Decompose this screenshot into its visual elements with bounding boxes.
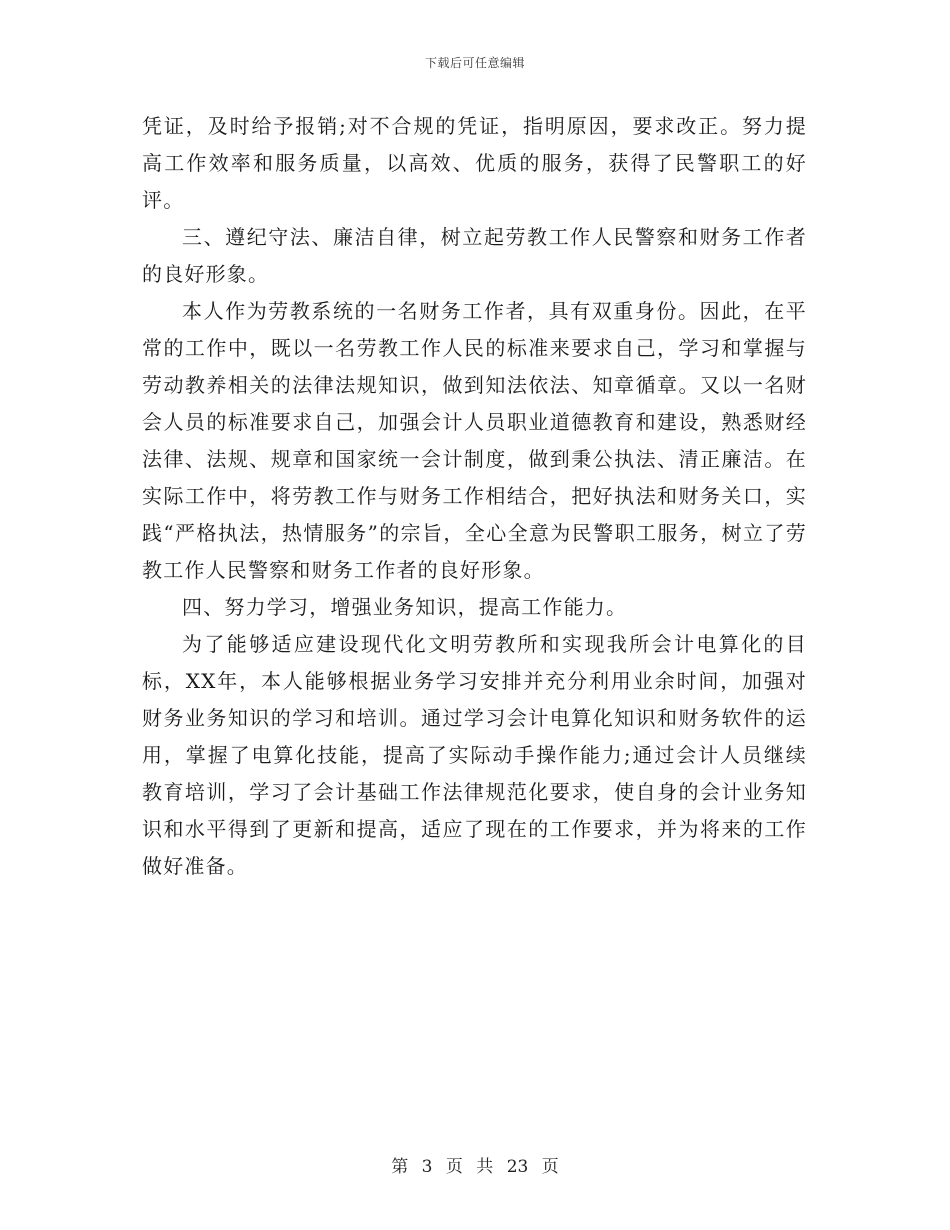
document-body: [142, 108, 807, 885]
paragraph-4-heading: 四、努力学习，增强业务知识，提高工作能力。: [182, 595, 628, 619]
page-header-note: 下载后可任意编辑: [424, 56, 525, 70]
paragraph-3: 本人作为劳教系统的一名财务工作者，具有双重身份。因此，在平常的工作中，既以一名劳教工作人民的标准来要求自己，学习和掌握与劳动教养相关的法律法规知识，做到知法依法、知章循章。又以一名财会人员的标准要求自己，加强会计人员职业道德教育和建设，熟悉财经法律、法规、规章和国家统一会计制度，做到秉公执法、清正廉洁。在实际工作中，将劳教工作与财务工作相结合，把好执法和财务关口，实践“严格执法，热情服务”的宗旨，全心全意为民警职工服务，树立了劳教工作人民警察和财务工作者的良好形象。: [142, 299, 807, 582]
page-footer: [0, 1152, 950, 1177]
footer-suffix: 页: [541, 1157, 559, 1177]
footer-current-page: 3: [421, 1157, 433, 1177]
footer-prefix: 第: [391, 1157, 409, 1177]
paragraph-2-heading: 三、遵纪守法、廉洁自律，树立起劳教工作人民警察和财务工作者的良好形象。: [142, 225, 807, 286]
footer-page-word: 页: [445, 1157, 463, 1177]
paragraph-1: 凭证，及时给予报销;对不合规的凭证，指明原因，要求改正。努力提高工作效率和服务质量，以高效、优质的服务，获得了民警职工的好评。: [142, 114, 807, 212]
paragraph-5: 为了能够适应建设现代化文明劳教所和实现我所会计电算化的目标，XX年，本人能够根据业务学习安排并充分利用业余时间，加强对财务业务知识的学习和培训。通过学习会计电算化知识和财务软件的运用，掌握了电算化技能，提高了实际动手操作能力;通过会计人员继续教育培训，学习了会计基础工作法律规范化要求，使自身的会计业务知识和水平得到了更新和提高，适应了现在的工作要求，并为将来的工作做好准备。: [142, 632, 807, 878]
footer-total-pages: 23: [506, 1157, 529, 1177]
footer-total-word: 共: [476, 1157, 494, 1177]
